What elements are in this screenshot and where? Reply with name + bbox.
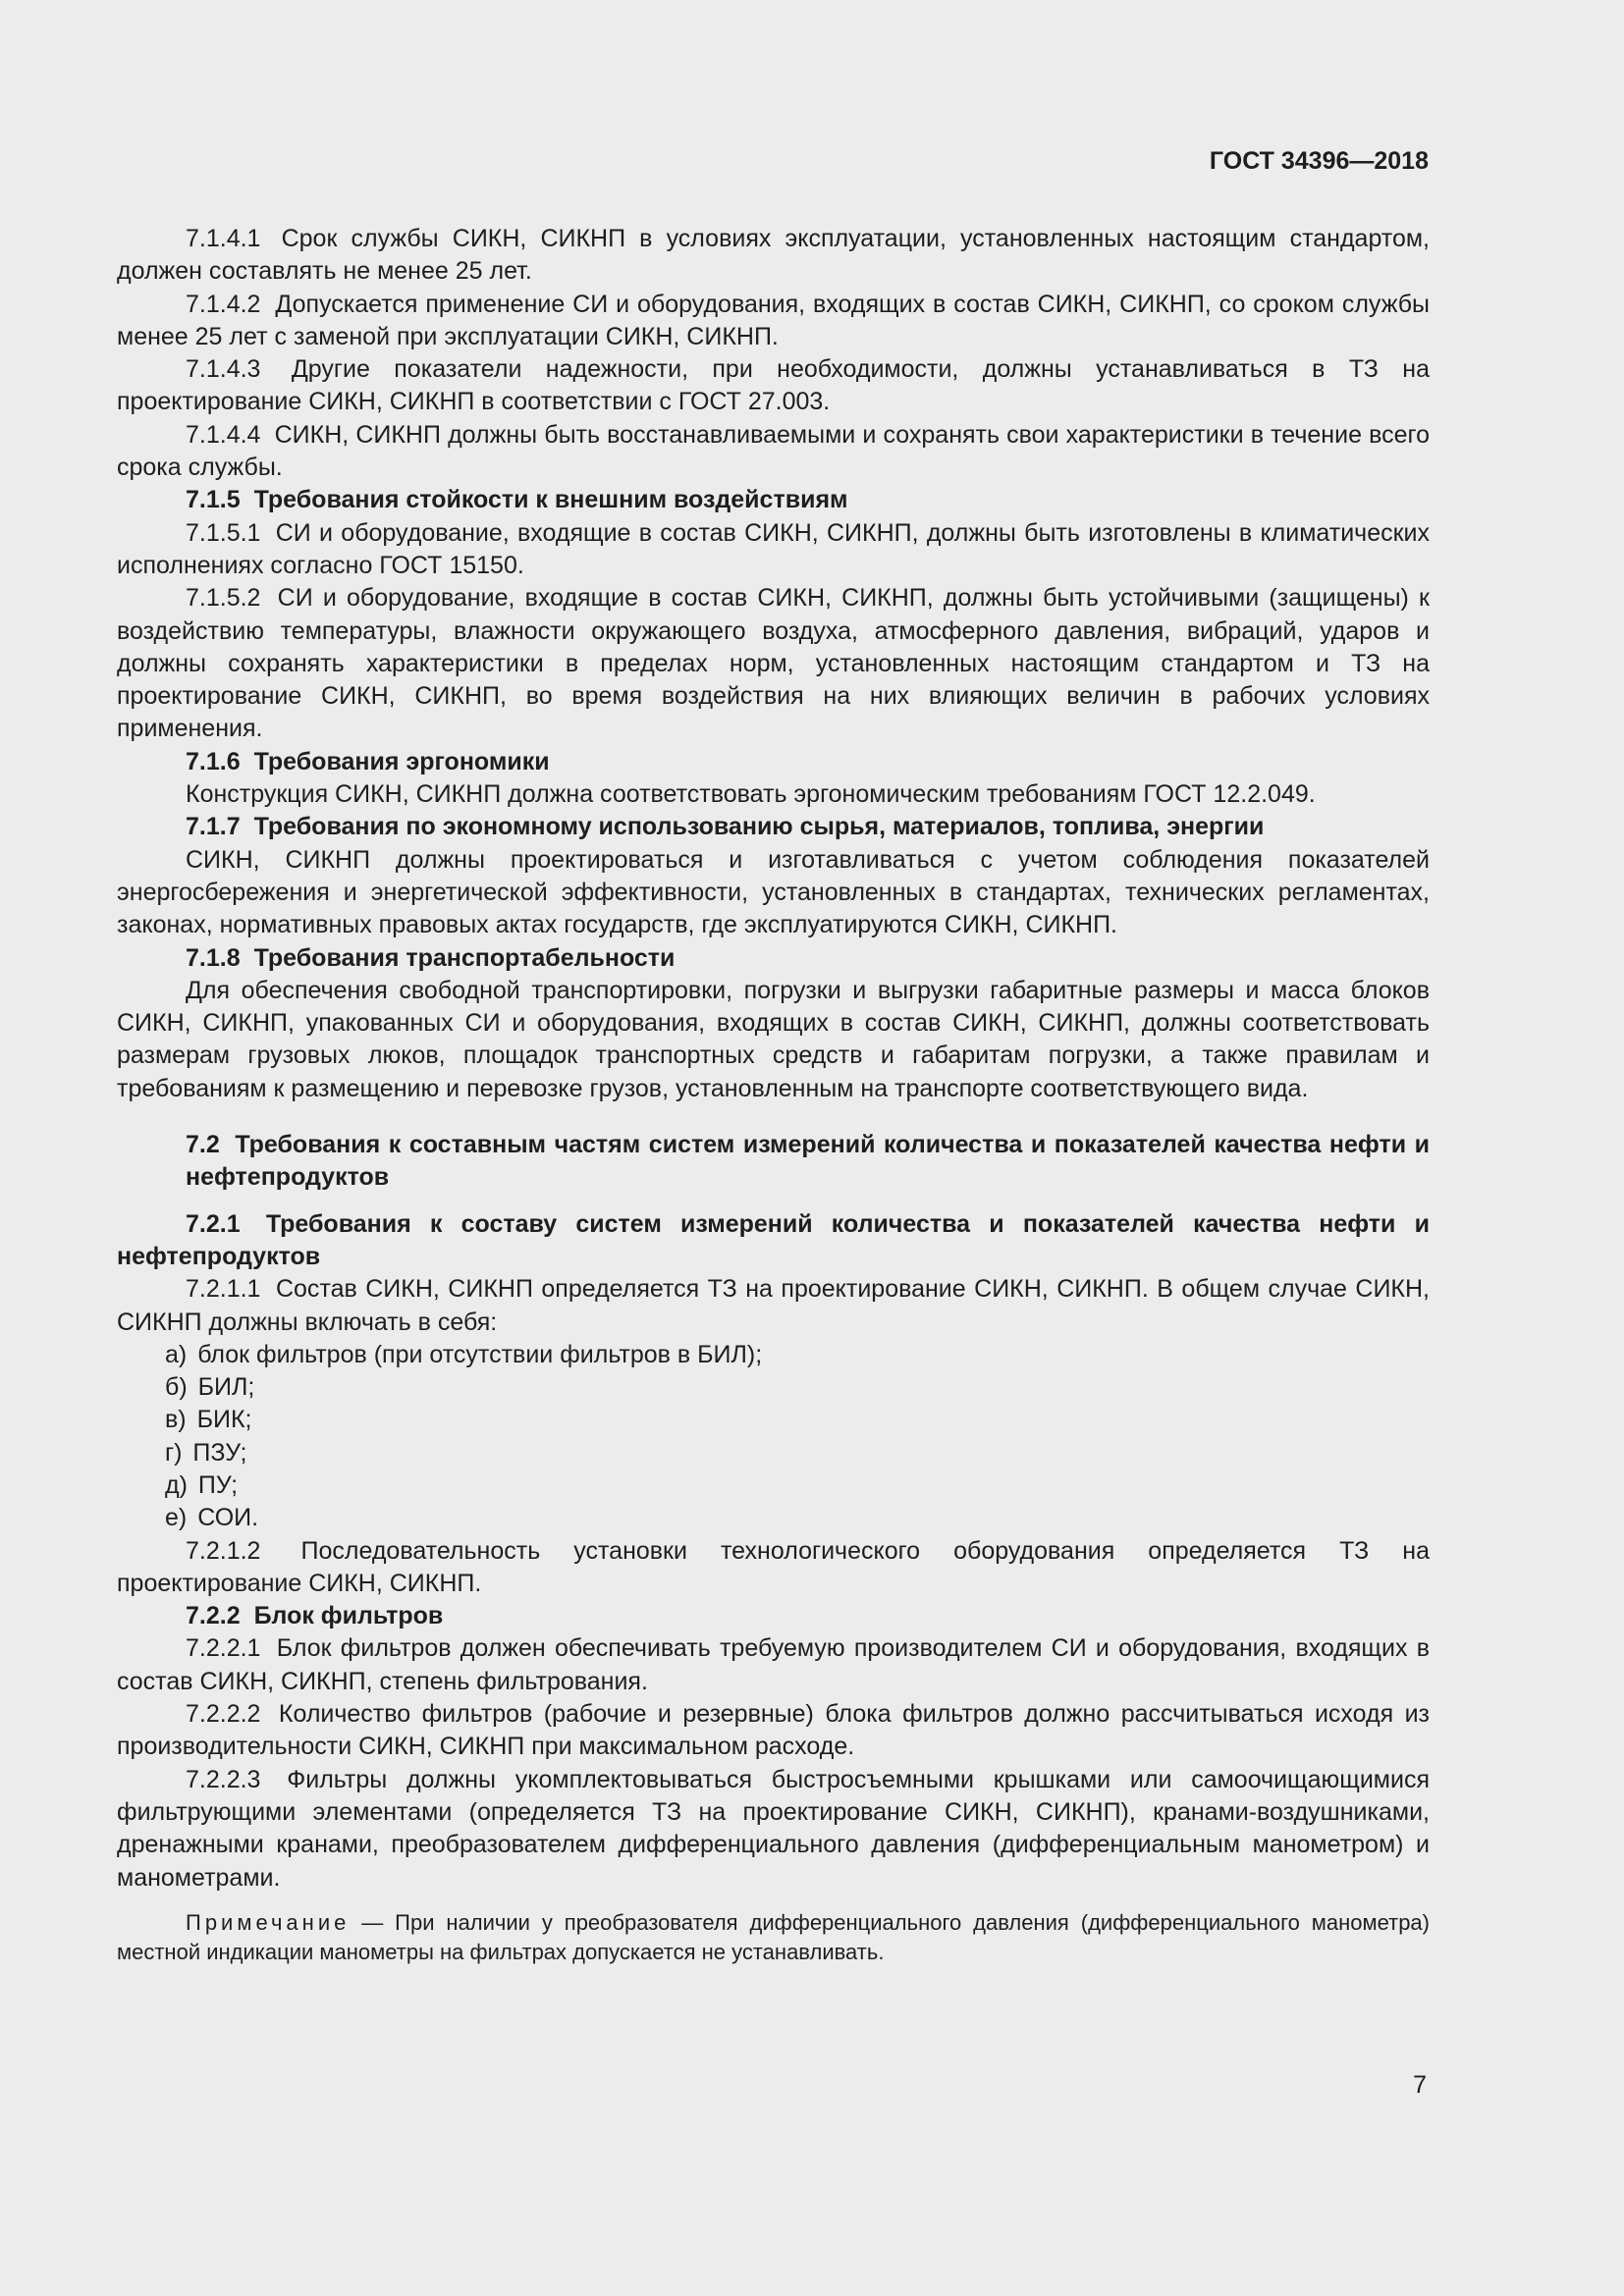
heading-number: 7.1.8: [186, 943, 241, 972]
paragraph-text: Количество фильтров (рабочие и резервные) блока фильтров должно рассчитываться исходя из производительности СИКН, СИКНП при максимальном расходе.: [117, 1700, 1430, 1761]
heading-7-1-5: [117, 484, 1430, 516]
paragraph-7-2-2-3: [117, 1764, 1430, 1895]
clause-number: 7.2.2.1: [186, 1634, 261, 1663]
paragraph-text: Другие показатели надежности, при необходимости, должны устанавливаться в ТЗ на проектирование СИКН, СИКНП в соответствии с ГОСТ 27.003.: [117, 355, 1430, 416]
heading-text: Требования к составу систем измерений количества и показателей качества нефти и нефтепродуктов: [117, 1209, 1430, 1270]
paragraph-text: Фильтры должны укомплектовываться быстросъемными крышками или самоочищающимися фильтрующими элементами (определяется ТЗ на проектирование СИКН, СИКНП), кранами-воздушниками, дренажными кранами, преобразователем дифференциального давления (дифференциальным манометром) и манометрами.: [117, 1765, 1430, 1892]
heading-7-1-8: [117, 942, 1430, 975]
note-label: Примечание: [186, 1909, 351, 1935]
list-item: [117, 1339, 1430, 1371]
composition-list: [117, 1339, 1430, 1535]
paragraph-7-2-1-2: [117, 1535, 1430, 1601]
clause-number: 7.2.2.3: [186, 1765, 261, 1793]
paragraph-7-1-4-3: [117, 353, 1430, 419]
list-item-text: ПУ;: [197, 1470, 239, 1499]
paragraph-text: СИКН, СИКНП должны быть восстанавливаемыми и сохранять свои характеристики в течение всего срока службы.: [117, 420, 1431, 482]
heading-text: Требования к составным частям систем измерений количества и показателей качества нефти и нефтепродуктов: [186, 1131, 1430, 1192]
paragraph-text: Состав СИКН, СИКНП определяется ТЗ на проектирование СИКН, СИКНП. В общем случае СИКН, СИКНП должны включать в себя:: [117, 1275, 1430, 1336]
list-item: [117, 1437, 1430, 1469]
list-item-text: блок фильтров (при отсутствии фильтров в БИЛ);: [197, 1340, 763, 1368]
paragraph-text: Конструкция СИКН, СИКНП должна соответствовать эргономическим требованиям ГОСТ 12.2.049.: [186, 780, 1316, 809]
heading-number: 7.1.5: [186, 486, 241, 514]
clause-number: 7.1.5.2: [186, 584, 261, 613]
clause-number: 7.1.4.2: [186, 290, 261, 318]
section-heading-7-2: [117, 1129, 1430, 1195]
list-item-text: СОИ.: [197, 1504, 259, 1532]
clause-number: 7.1.4.3: [186, 355, 261, 384]
list-item: [117, 1371, 1430, 1404]
heading-text: Блок фильтров: [253, 1602, 444, 1630]
paragraph-7-2-2-2: [117, 1698, 1430, 1764]
document-id-header: ГОСТ 34396—2018: [1209, 147, 1429, 175]
paragraph-text: Последовательность установки технологического оборудования определяется ТЗ на проектирование СИКН, СИКНП.: [117, 1536, 1430, 1597]
paragraph-7-1-7: [117, 844, 1430, 942]
clause-number: 7.2.1.2: [186, 1536, 261, 1565]
list-marker: г): [165, 1438, 183, 1467]
note-text: — При наличии у преобразователя дифференциального давления (дифференциального манометра) местной индикации манометры на фильтрах допускается не устанавливать.: [117, 1909, 1430, 1964]
list-marker: в): [165, 1406, 187, 1434]
list-marker: д): [165, 1470, 188, 1499]
document-body: [117, 223, 1430, 1967]
list-item-text: БИК;: [196, 1406, 252, 1434]
list-item-text: БИЛ;: [197, 1373, 255, 1402]
heading-number: 7.2: [186, 1131, 220, 1159]
note: [117, 1908, 1430, 1967]
paragraph-text: Срок службы СИКН, СИКНП в условиях эксплуатации, установленных настоящим стандартом, должен составлять не менее 25 лет.: [117, 225, 1431, 286]
heading-7-2-1: [117, 1208, 1430, 1274]
paragraph-7-1-5-1: [117, 517, 1430, 583]
paragraph-7-1-4-4: [117, 419, 1430, 485]
paragraph-7-1-4-2: [117, 289, 1430, 354]
heading-text: Требования эргономики: [253, 747, 550, 775]
list-item: [117, 1404, 1430, 1436]
list-item: [117, 1502, 1430, 1534]
heading-text: Требования транспортабельности: [253, 943, 676, 972]
paragraph-7-2-2-1: [117, 1632, 1430, 1698]
heading-number: 7.1.6: [186, 747, 241, 775]
paragraph-text: СИ и оборудование, входящие в состав СИКН, СИКНП, должны быть изготовлены в климатических исполнениях согласно ГОСТ 15150.: [117, 518, 1430, 579]
paragraph-7-1-6: [117, 778, 1430, 811]
paragraph-text: Для обеспечения свободной транспортировки, погрузки и выгрузки габаритные размеры и масса блоков СИКН, СИКНП, упакованных СИ и оборудования, входящих в состав СИКН, СИКНП, должны соответствовать размерам грузовых люков, площадок транспортных средств и габаритам погрузки, а также правилам и требованиям к размещению и перевозке грузов, установленным на транспорте соответствующего вида.: [117, 976, 1430, 1102]
list-marker: а): [165, 1340, 188, 1368]
paragraph-text: СИ и оборудование, входящие в состав СИКН, СИКНП, должны быть устойчивыми (защищены) к воздействию температуры, влажности окружающего воздуха, атмосферного давления, вибраций, ударов и должны сохранять характеристики в пределах норм, установленных настоящим стандартом и ТЗ на проектирование СИКН, СИКНП, во время воздействия на них влияющих величин в рабочих условиях применения.: [117, 584, 1430, 743]
paragraph-7-2-1-1: [117, 1273, 1430, 1339]
heading-7-1-6: [117, 746, 1430, 778]
list-marker: б): [165, 1373, 188, 1402]
clause-number: 7.1.4.1: [186, 225, 261, 252]
list-item: [117, 1469, 1430, 1502]
heading-text: Требования по экономному использованию сырья, материалов, топлива, энергии: [253, 813, 1265, 841]
paragraph-7-1-5-2: [117, 582, 1430, 745]
paragraph-7-1-4-1: [117, 223, 1430, 289]
paragraph-text: Допускается применение СИ и оборудования, входящих в состав СИКН, СИКНП, со сроком службы менее 25 лет с заменой при эксплуатации СИКН, СИКНП.: [117, 290, 1430, 350]
heading-7-2-2: [117, 1600, 1430, 1632]
heading-number: 7.1.7: [186, 813, 241, 841]
paragraph-7-1-8: [117, 975, 1430, 1105]
clause-number: 7.2.1.1: [186, 1275, 261, 1304]
heading-text: Требования стойкости к внешним воздействиям: [253, 486, 848, 514]
clause-number: 7.1.4.4: [186, 420, 261, 449]
clause-number: 7.1.5.1: [186, 518, 261, 547]
clause-number: 7.2.2.2: [186, 1700, 261, 1729]
heading-7-1-7: [117, 811, 1430, 843]
list-item-text: ПЗУ;: [192, 1438, 247, 1467]
heading-number: 7.2.2: [186, 1602, 241, 1630]
list-marker: е): [165, 1504, 188, 1532]
paragraph-text: СИКН, СИКНП должны проектироваться и изготавливаться с учетом соблюдения показателей энергосбережения и энергетической эффективности, установленных в стандартах, технических регламентах, законах, нормативных правовых актах государств, где эксплуатируются СИКН, СИКНП.: [117, 845, 1430, 939]
page-number: 7: [1413, 2071, 1427, 2099]
heading-number: 7.2.1: [186, 1209, 241, 1238]
paragraph-text: Блок фильтров должен обеспечивать требуемую производителем СИ и оборудования, входящих в состав СИКН, СИКНП, степень фильтрования.: [117, 1634, 1430, 1695]
